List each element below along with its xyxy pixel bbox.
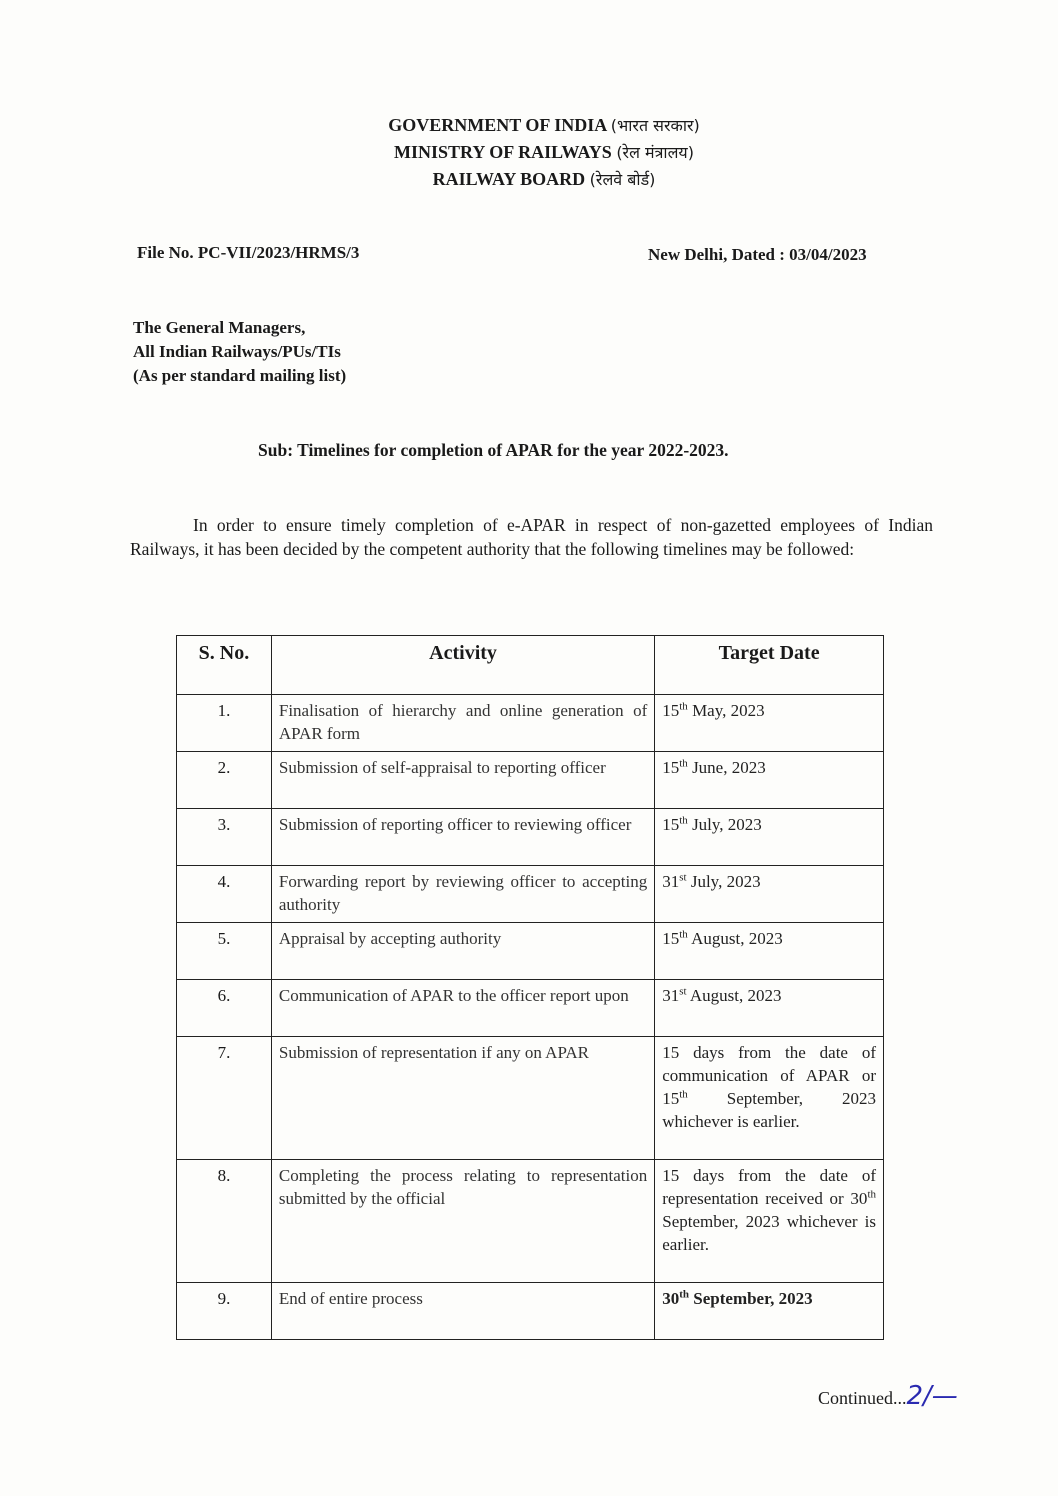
gov-of-india-hi: (भारत सरकार) [610, 116, 700, 135]
addressee-line-3: (As per standard mailing list) [133, 366, 347, 385]
row-activity: Finalisation of hierarchy and online generation of APAR form [271, 695, 654, 752]
row-sno: 6. [177, 980, 272, 1037]
continued-text: Continued... [818, 1388, 907, 1408]
table-row [177, 1283, 884, 1340]
continued-note [818, 1381, 958, 1411]
table-row [177, 1160, 884, 1283]
row-target-date: 30th September, 2023 [655, 1283, 884, 1340]
row-sno: 5. [177, 923, 272, 980]
handwritten-page-mark: 2/— [906, 1381, 958, 1411]
table-row [177, 695, 884, 752]
row-target-date: 15th July, 2023 [655, 809, 884, 866]
row-sno: 8. [177, 1160, 272, 1283]
row-activity: Forwarding report by reviewing officer to accepting authority [271, 866, 654, 923]
ministry-en: MINISTRY OF RAILWAYS [394, 142, 612, 162]
addressee-line-2: All Indian Railways/PUs/TIs [133, 342, 341, 361]
addressee-line-1: The General Managers, [133, 318, 306, 337]
row-target-date: 15th August, 2023 [655, 923, 884, 980]
table-row [177, 752, 884, 809]
row-activity: Submission of representation if any on APAR [271, 1037, 654, 1160]
board-hi: (रेलवे बोर्ड) [589, 170, 656, 189]
addressee-block [133, 316, 346, 388]
row-sno: 4. [177, 866, 272, 923]
row-target-date: 15 days from the date of representation received or 30th September, 2023 whichever is earlier. [655, 1160, 884, 1283]
row-activity: Communication of APAR to the officer report upon [271, 980, 654, 1037]
header-sno: S. No. [177, 636, 272, 695]
row-activity: End of entire process [271, 1283, 654, 1340]
table-row [177, 866, 884, 923]
table-header-row [177, 636, 884, 695]
table-row [177, 1037, 884, 1160]
board-en: RAILWAY BOARD [432, 169, 586, 189]
letterhead-line-3 [30, 166, 1058, 193]
row-activity: Submission of self-appraisal to reporting officer [271, 752, 654, 809]
row-sno: 9. [177, 1283, 272, 1340]
row-sno: 2. [177, 752, 272, 809]
file-number: File No. PC-VII/2023/HRMS/3 [137, 243, 360, 262]
header-target-date: Target Date [655, 636, 884, 695]
letterhead [0, 112, 1058, 193]
body-paragraph: In order to ensure timely completion of e-APAR in respect of non-gazetted employees of Indian Railways, it has been decided by the competent authority that the following timelines may be followed: [130, 515, 933, 559]
row-activity: Appraisal by accepting authority [271, 923, 654, 980]
row-target-date: 15th June, 2023 [655, 752, 884, 809]
row-activity: Submission of reporting officer to reviewing officer [271, 809, 654, 866]
row-target-date: 31st August, 2023 [655, 980, 884, 1037]
row-sno: 3. [177, 809, 272, 866]
row-activity: Completing the process relating to representation submitted by the official [271, 1160, 654, 1283]
row-target-date: 31st July, 2023 [655, 866, 884, 923]
timeline-table [176, 635, 884, 1340]
ministry-hi: (रेल मंत्रालय) [616, 143, 694, 162]
gov-of-india-en: GOVERNMENT OF INDIA [388, 115, 607, 135]
table-row [177, 980, 884, 1037]
row-target-date: 15th May, 2023 [655, 695, 884, 752]
letterhead-line-2 [30, 139, 1058, 166]
letterhead-line-1 [30, 112, 1058, 139]
header-activity: Activity [271, 636, 654, 695]
row-target-date: 15 days from the date of communication of APAR or 15th September, 2023 whichever is earlier. [655, 1037, 884, 1160]
table-row [177, 809, 884, 866]
table-row [177, 923, 884, 980]
date-line: New Delhi, Dated : 03/04/2023 [648, 245, 867, 264]
row-sno: 1. [177, 695, 272, 752]
row-sno: 7. [177, 1037, 272, 1160]
subject-line: Sub: Timelines for completion of APAR for the year 2022-2023. [258, 440, 729, 460]
